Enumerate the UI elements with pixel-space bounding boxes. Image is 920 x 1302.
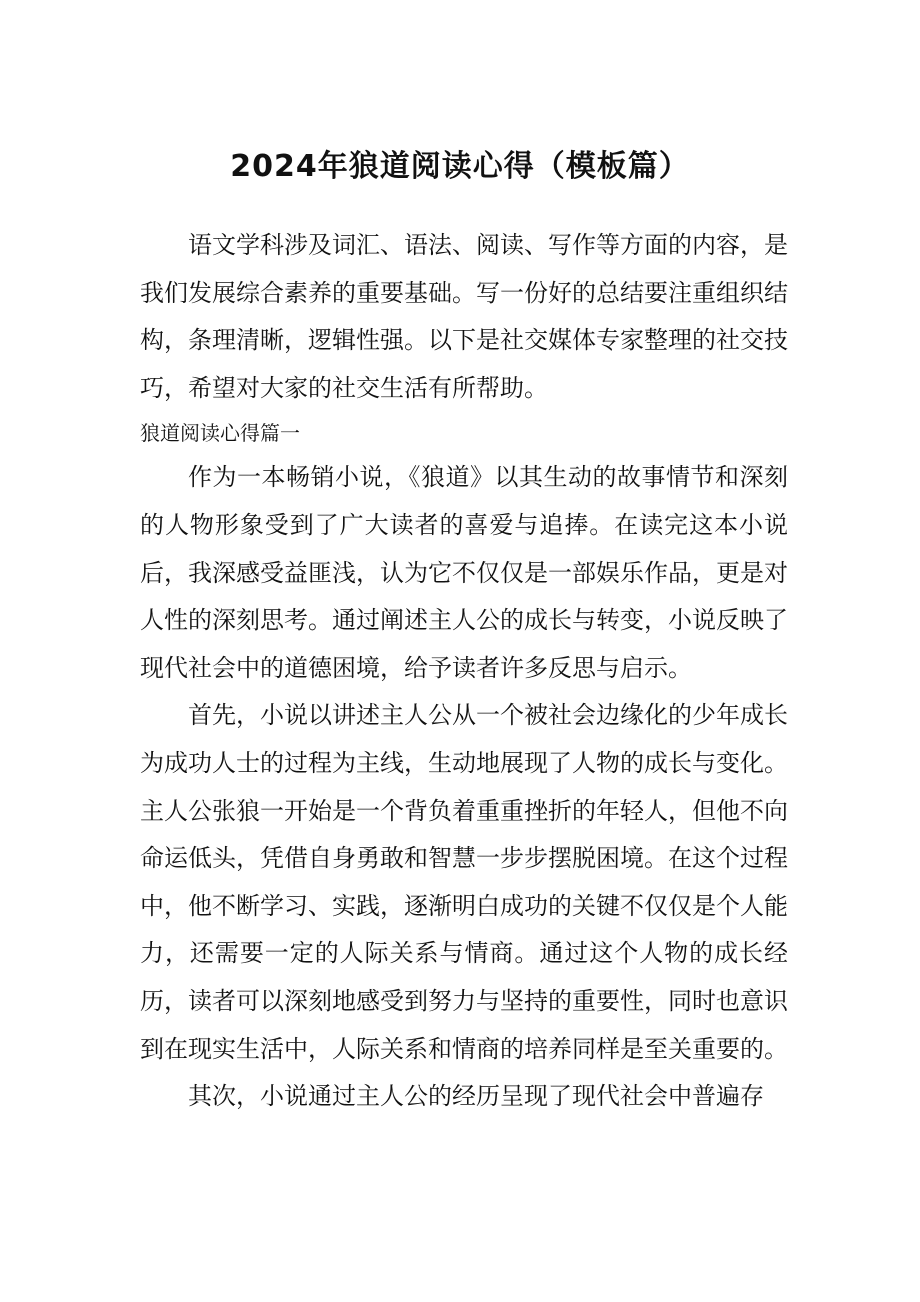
document-title: 2024年狼道阅读心得（模板篇） [230,149,690,184]
document-body [140,222,788,1121]
body-paragraph-2: 首先，小说以讲述主人公从一个被社会边缘化的少年成长为成功人士的过程为主线，生动地展现了人物的成长与变化。主人公张狼一开始是一个背负着重重挫折的年轻人，但他不向命运低头，凭借自身勇敢和智慧一步步摆脱困境。在这个过程中，他不断学习、实践，逐渐明白成功的关键不仅仅是个人能力，还需要一定的人际关系与情商。通过这个人物的成长经历，读者可以深刻地感受到努力与坚持的重要性，同时也意识到在现实生活中，人际关系和情商的培养同样是至关重要的。 [140,701,788,1063]
body-paragraph-3: 其次，小说通过主人公的经历呈现了现代社会中普遍存 [188,1082,764,1111]
intro-paragraph: 语文学科涉及词汇、语法、阅读、写作等方面的内容，是我们发展综合素养的重要基础。写一份好的总结要注重组织结构，条理清晰，逻辑性强。以下是社交媒体专家整理的社交技巧，希望对大家的社交生活有所帮助。 [140,231,788,402]
body-paragraph-1: 作为一本畅销小说，《狼道》以其生动的故事情节和深刻的人物形象受到了广大读者的喜爱与追捧。在读完这本小说后，我深感受益匪浅，认为它不仅仅是一部娱乐作品，更是对人性的深刻思考。通过阐述主人公的成长与转变，小说反映了现代社会中的道德困境，给予读者许多反思与启示。 [140,463,788,682]
section-heading: 狼道阅读心得篇一 [140,421,300,446]
